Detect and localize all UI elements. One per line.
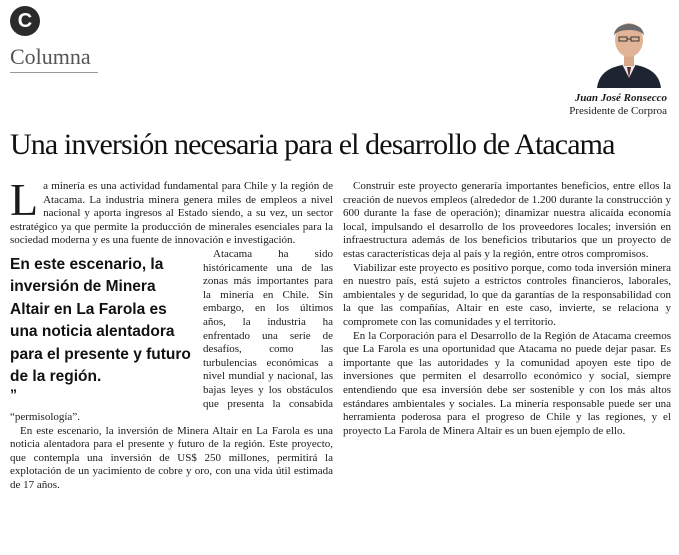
author-byline (569, 92, 667, 118)
pull-quote-text: En este escenario, la inversión de Minera Altair en La Farola es una noticia alentadora para el presente y futuro de la región. (10, 255, 191, 386)
paragraph: a minería es una actividad fundamental para Chile y la región de Atacama. La industria minera genera miles de empleos a nivel nacional y aporta ingresos al Estado siendo, a su vez, un sector estratégico ya que permite la producción de minerales esenciales para la sociedad moderna y es una fuente de innovación e investigación. (10, 180, 333, 247)
paragraph: En la Corporación para el Desarrollo de la Región de Atacama creemos que La Farola es una oportunidad que Atacama no puede dejar pasar. Es importante que las autoridades y la comunidad apoyen este tipo de inversiones que permiten el desarrollo económico y social, siempre entendiendo que esa inversión debe ser sostenible y con los más altos estándares ambientales y sociales. La minería responsable puede ser una herramienta poderosa para el progreso de Chile y las regiones, y el proyecto La Farola de Minera Altair es un buen ejemplo de ello. (343, 329, 671, 437)
author-photo (593, 6, 665, 88)
article-headline: Una inversión necesaria para el desarrollo de Atacama (10, 128, 615, 161)
drop-cap: L (10, 174, 39, 225)
quote-mark: ” (10, 385, 17, 402)
paragraph: Atacama ha sido históricamente una de las zonas más importantes para la minería en Chile. Sin embargo, en los últimos años, la industria ha enfrentado una serie de desafíos, como las turbulencias económicas a nivel mundial y nacional, las bajas leyes y los obstáculos que presenta la consabida “permisología”. (10, 247, 333, 424)
article-column-left (10, 174, 333, 493)
section-divider (10, 72, 98, 73)
section-label: Columna (10, 44, 91, 69)
pull-quote (10, 254, 195, 402)
author-name: Juan José Ronsecco (574, 92, 667, 104)
article-column-right (343, 180, 671, 438)
author-role: Presidente de Corproa (569, 105, 667, 117)
column-badge: C (10, 6, 40, 36)
paragraph: Construir este proyecto generaría importantes beneficios, entre ellos la creación de nuevos empleos (alrededor de 1.200 durante la construcción y 600 durante la fase de operación); dinamizar nuestra alicaída economía local, impulsando el desarrollo de los proveedores locales; inversión en infraestructura además de los beneficios tributarios que un proyecto de estas características deja al país y la región, entre otros compromisos. (343, 180, 671, 260)
paragraph: Viabilizar este proyecto es positivo porque, como toda inversión minera en nuestro país, está sujeto a estrictos controles financieros, laborales, ambientales y de seguridad, lo que da garantías de la responsabilidad con la que las compañías, Altair en este caso, invierte, se relaciona y compromete con las comunidades y el territorio. (343, 261, 671, 328)
paragraph: En este escenario, la inversión de Minera Altair en La Farola es una noticia alentadora para el presente y futuro de la región. Este proyecto, que contempla una inversión de US$ 250 millones, permitirá la explotación de un yacimiento de cobre y oro, con una vida útil estimada de 17 años. (10, 424, 333, 492)
